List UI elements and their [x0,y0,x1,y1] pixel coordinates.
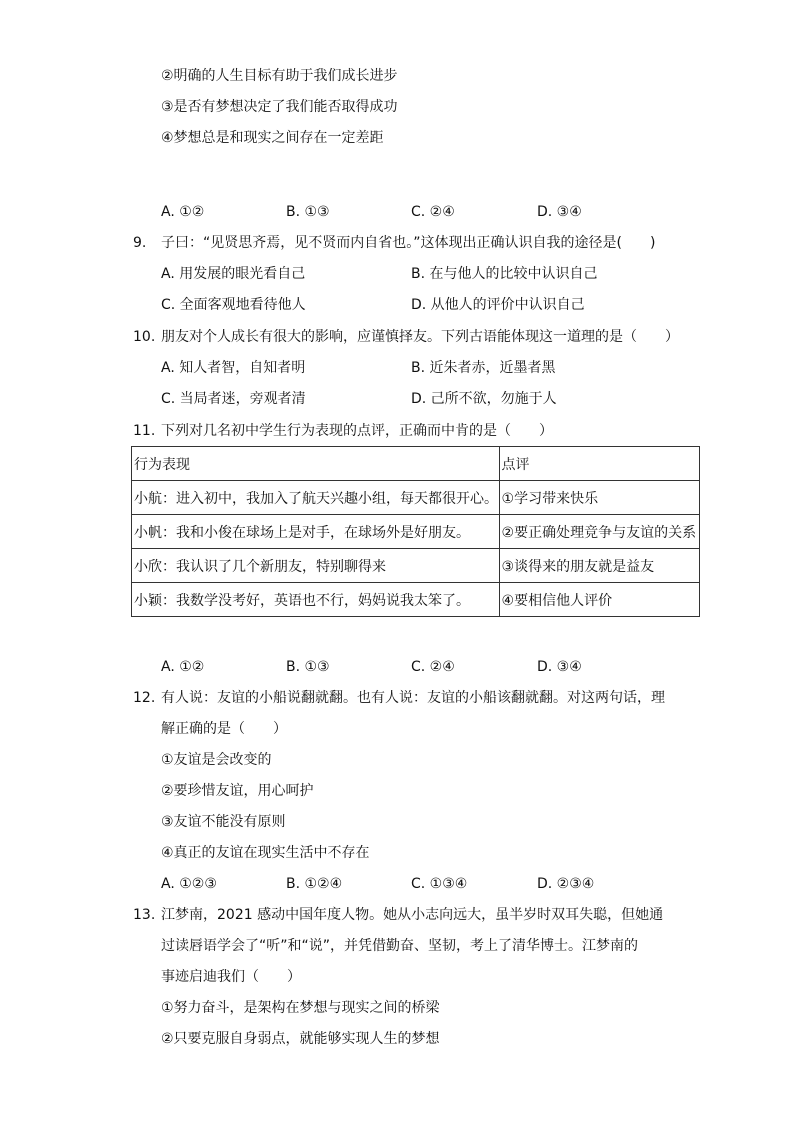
q12-option-d: D. ②③④ [537,876,595,892]
q12-option-c: C. ①③④ [411,876,468,892]
q13-item-2: ②只要克服自身弱点，就能够实现人生的梦想 [161,1031,440,1047]
q10-option-b: B. 近朱者赤，近墨者黑 [411,360,556,376]
table-cell-behavior: 小帆：我和小俊在球场上是对手，在球场外是好朋友。 [132,515,500,549]
prev-option-c: C. ②④ [411,204,455,220]
q12-item-2: ②要珍惜友谊，用心呵护 [161,783,314,799]
q9-option-a: A. 用发展的眼光看自己 [161,266,306,282]
q11-option-a: A. ①② [161,659,205,675]
q10-option-a: A. 知人者智，自知者明 [161,360,306,376]
table-row [132,583,700,617]
table-cell-comment: ④要相信他人评价 [499,583,699,617]
q13-stem-line2: 过读唇语学会了“听”和“说”，并凭借勤奋、坚韧，考上了清华博士。江梦南的 [161,938,639,954]
prev-option-b: B. ①③ [286,204,330,220]
q10-number: 10. [133,329,156,345]
q12-stem-line2: 解正确的是（ ） [161,721,287,737]
q11-number: 11. [133,423,156,439]
prev-option-d: D. ③④ [537,204,582,220]
table-cell-comment: ②要正确处理竞争与友谊的关系 [499,515,699,549]
q11-option-d: D. ③④ [537,659,582,675]
q13-stem-line3: 事迹启迪我们（ ） [161,969,301,985]
prev-item-3: ③是否有梦想决定了我们能否取得成功 [161,99,398,115]
table-cell-comment: ①学习带来快乐 [499,481,699,515]
q9-option-d: D. 从他人的评价中认识自己 [411,297,585,313]
q9-option-b: B. 在与他人的比较中认识自己 [411,266,598,282]
table-row [132,549,700,583]
q12-number: 12. [133,690,156,706]
table-row [132,515,700,549]
q11-stem: 下列对几名初中学生行为表现的点评，正确而中肯的是（ ） [161,423,553,439]
table-cell-behavior: 小颖：我数学没考好，英语也不行，妈妈说我太笨了。 [132,583,500,617]
table-row [132,481,700,515]
prev-item-4: ④梦想总是和现实之间存在一定差距 [161,130,384,146]
table-header-comment: 点评 [499,447,699,481]
table-cell-behavior: 小航：进入初中，我加入了航天兴趣小组，每天都很开心。 [132,481,500,515]
q11-option-b: B. ①③ [286,659,330,675]
prev-item-2: ②明确的人生目标有助于我们成长进步 [161,68,398,84]
q13-item-1: ①努力奋斗，是架构在梦想与现实之间的桥梁 [161,1000,440,1016]
evaluation-table [131,446,700,617]
prev-option-a: A. ①② [161,204,205,220]
q9-option-c: C. 全面客观地看待他人 [161,297,306,313]
q10-option-d: D. 己所不欲，勿施于人 [411,391,557,407]
q12-item-4: ④真正的友谊在现实生活中不存在 [161,845,370,861]
q12-option-b: B. ①②④ [286,876,343,892]
q12-item-3: ③友谊不能没有原则 [161,814,286,830]
table-header-row [132,447,700,481]
q13-number: 13. [133,907,156,923]
q10-stem: 朋友对个人成长有很大的影响，应谨慎择友。下列古语能体现这一道理的是（ ） [161,329,679,345]
q9-number: 9. [133,235,147,251]
q12-stem-line1: 有人说：友谊的小船说翻就翻。也有人说：友谊的小船该翻就翻。对这两句话，理 [161,690,665,706]
table-cell-behavior: 小欣：我认识了几个新朋友，特别聊得来 [132,549,500,583]
q13-stem-line1: 江梦南，2021 感动中国年度人物。她从小志向远大，虽半岁时双耳失聪，但她通 [161,907,664,923]
q12-item-1: ①友谊是会改变的 [161,752,272,768]
q10-option-c: C. 当局者迷，旁观者清 [161,391,306,407]
q12-option-a: A. ①②③ [161,876,217,892]
q11-option-c: C. ②④ [411,659,455,675]
table-header-behavior: 行为表现 [132,447,500,481]
q9-stem: 子曰：“见贤思齐焉，见不贤而内自省也。”这体现出正确认识自我的途径是( ) [161,235,656,251]
table-cell-comment: ③谈得来的朋友就是益友 [499,549,699,583]
